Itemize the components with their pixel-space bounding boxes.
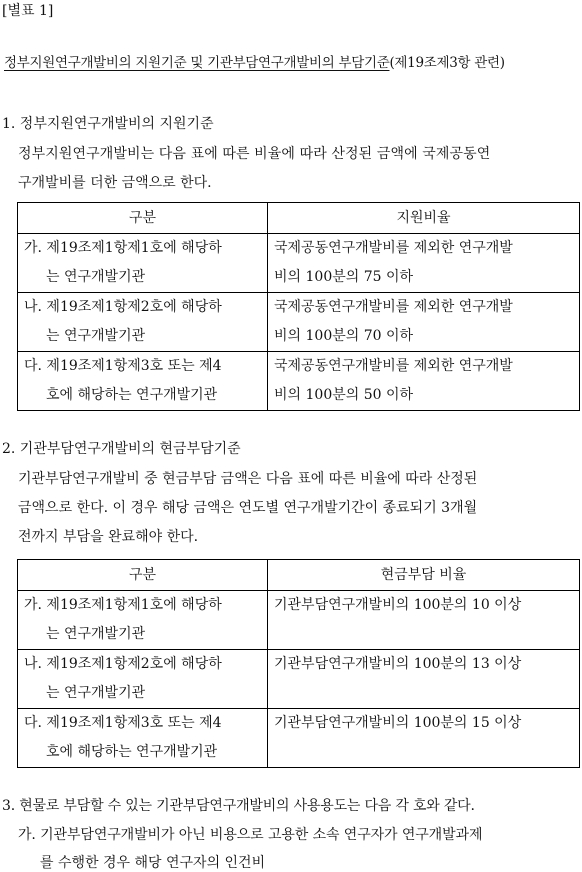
table-row <box>18 352 580 411</box>
section3-heading: 3. 현물로 부담할 수 있는 기관부담연구개발비의 사용용도는 다음 각 호와 같다. <box>2 798 475 814</box>
section2-body-line1: 기관부담연구개발비 중 현금부담 금액은 다음 표에 따른 비율에 따라 산정된 <box>18 471 478 487</box>
attachment-label: [별표 1] <box>2 3 54 19</box>
table-row <box>18 709 580 768</box>
ratio-cell: 국제공동연구개발비를 제외한 연구개발 비의 100분의 75 이하 <box>268 234 580 293</box>
table-row <box>18 650 580 709</box>
category-cell: 나. 제19조제1항제2호에 해당하 는 연구개발기관 <box>18 293 268 352</box>
table-header-row <box>18 560 580 591</box>
ratio-cell: 기관부담연구개발비의 100분의 15 이상 <box>268 709 580 768</box>
section1-body-line1: 정부지원연구개발비는 다음 표에 따른 비율에 따라 산정된 금액에 국제공동연 <box>18 146 491 162</box>
column-header-category: 구분 <box>18 560 268 591</box>
table-row <box>18 234 580 293</box>
category-cell: 가. 제19조제1항제1호에 해당하 는 연구개발기관 <box>18 591 268 650</box>
column-header-cash-ratio: 현금부담 비율 <box>268 560 580 591</box>
title-suffix: (제19조제3항 관련) <box>389 55 505 71</box>
ratio-cell: 국제공동연구개발비를 제외한 연구개발 비의 100분의 70 이하 <box>268 293 580 352</box>
column-header-support-ratio: 지원비율 <box>268 203 580 234</box>
support-ratio-table <box>17 202 580 411</box>
category-cell: 다. 제19조제1항제3호 또는 제4 호에 해당하는 연구개발기관 <box>18 709 268 768</box>
section1-heading: 1. 정부지원연구개발비의 지원기준 <box>2 116 214 132</box>
section3-item-a-line2: 를 수행한 경우 해당 연구자의 인건비 <box>40 855 266 871</box>
section2-body-line3: 전까지 부담을 완료해야 한다. <box>18 529 199 545</box>
cash-ratio-table <box>17 559 580 768</box>
ratio-cell: 기관부담연구개발비의 100분의 10 이상 <box>268 591 580 650</box>
table-row <box>18 591 580 650</box>
document-title <box>4 54 580 72</box>
title-main: 정부지원연구개발비의 지원기준 및 기관부담연구개발비의 부담기준 <box>4 55 390 71</box>
ratio-cell: 기관부담연구개발비의 100분의 13 이상 <box>268 650 580 709</box>
table-row <box>18 293 580 352</box>
category-cell: 가. 제19조제1항제1호에 해당하 는 연구개발기관 <box>18 234 268 293</box>
category-cell: 나. 제19조제1항제2호에 해당하 는 연구개발기관 <box>18 650 268 709</box>
section3-item-a-line1: 가. 기관부담연구개발비가 아닌 비용으로 고용한 소속 연구자가 연구개발과제 <box>18 827 483 843</box>
section2-heading: 2. 기관부담연구개발비의 현금부담기준 <box>2 441 241 457</box>
column-header-category: 구분 <box>18 203 268 234</box>
section2-body-line2: 금액으로 한다. 이 경우 해당 금액은 연도별 연구개발기간이 종료되기 3개월 <box>18 500 478 516</box>
ratio-cell: 국제공동연구개발비를 제외한 연구개발 비의 100분의 50 이하 <box>268 352 580 411</box>
section1-body-line2: 구개발비를 더한 금액으로 한다. <box>18 175 212 191</box>
table-header-row <box>18 203 580 234</box>
category-cell: 다. 제19조제1항제3호 또는 제4 호에 해당하는 연구개발기관 <box>18 352 268 411</box>
